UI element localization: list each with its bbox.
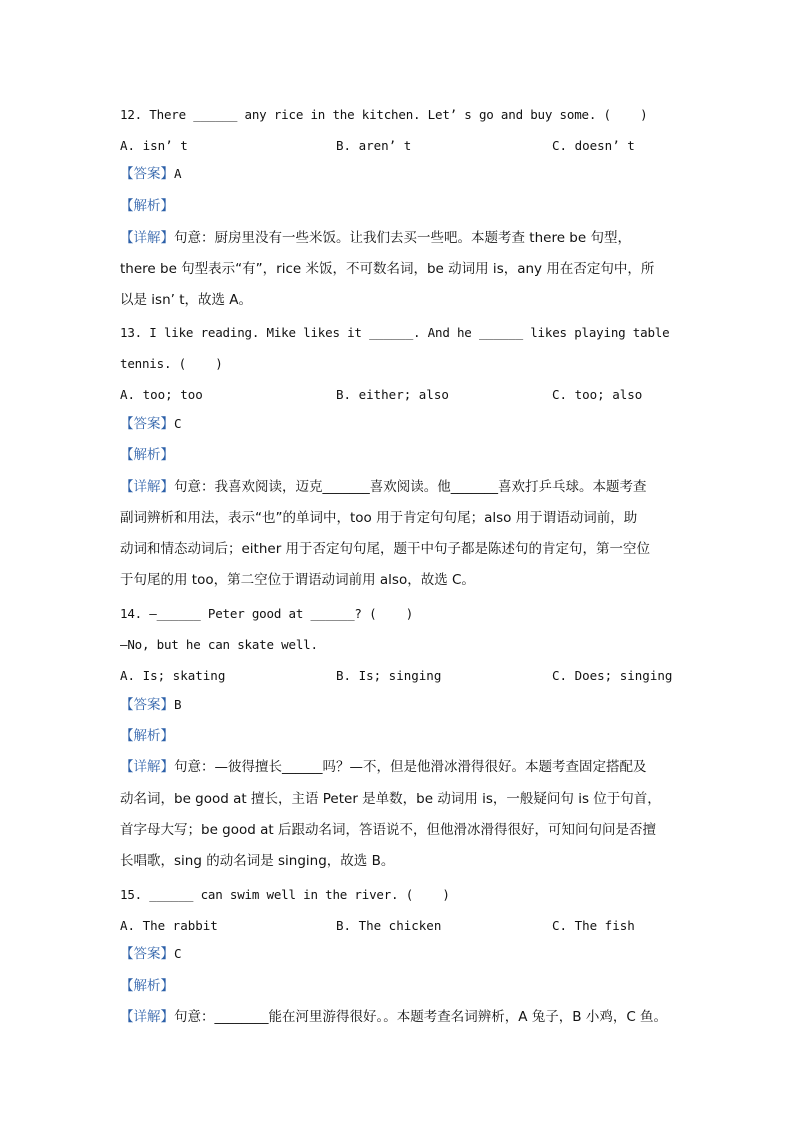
q14-detail-line-3: 首字母大写；be good at 后跟动名词，答语说不，但他滑冰滑得很好，可知问句问是否擅: [120, 822, 656, 838]
q13-analysis-tag: 【解析】: [120, 447, 174, 463]
answer-tag: 【答案】: [120, 166, 174, 182]
detail-tag: 【详解】: [120, 759, 174, 775]
q13-detail-line-1: [120, 478, 647, 496]
answer-value: A: [174, 166, 182, 181]
detail-tag: 【详解】: [120, 1009, 174, 1025]
q15-answer-row: [120, 945, 181, 963]
q12-detail-line-3: 以是 isn’ t，故选 A。: [120, 292, 253, 308]
answer-value: C: [174, 946, 182, 961]
q14-option-b: B. Is; singing: [336, 668, 442, 683]
q15-detail-line-1: [120, 1008, 667, 1026]
detail-text: 句意：________能在河里游得很好。。本题考查名词辨析，A 兔子，B 小鸡，C 鱼。: [174, 1009, 668, 1025]
q14-detail-line-4: 长唱歌，sing 的动名词是 singing，故选 B。: [120, 853, 395, 869]
q13-detail-line-4: 于句尾的用 too，第二空位于谓语动词前用 also，故选 C。: [120, 572, 475, 588]
question-13-stem-line-2: tennis. ( ): [120, 356, 223, 371]
detail-tag: 【详解】: [120, 479, 174, 495]
question-13-stem-line-1: 13. I like reading. Mike likes it ______. And he ______ likes playing table: [120, 325, 670, 340]
q15-analysis-tag: 【解析】: [120, 978, 174, 994]
q15-option-a: A. The rabbit: [120, 918, 218, 933]
q13-answer-row: [120, 415, 181, 433]
q14-detail-line-2: 动名词，be good at 擅长，主语 Peter 是单数，be 动词用 is，一般疑问句 is 位于句首，: [120, 791, 661, 807]
q14-option-a: A. Is; skating: [120, 668, 226, 683]
q14-detail-line-1: [120, 758, 647, 776]
detail-text: 句意：厨房里没有一些米饭。让我们去买一些吧。本题考查 there be 句型，: [174, 230, 631, 246]
q13-option-c: C. too; also: [552, 387, 643, 402]
q12-detail-line-1: [120, 229, 631, 247]
question-12-stem: 12. There ______ any rice in the kitchen. Let’ s go and buy some. ( ): [120, 107, 648, 122]
q12-answer-row: [120, 165, 181, 183]
q14-analysis-tag: 【解析】: [120, 728, 174, 744]
q12-option-c: C. doesn’ t: [552, 138, 635, 153]
q12-detail-line-2: there be 句型表示“有”，rice 米饭，不可数名词，be 动词用 is，any 用在否定句中，所: [120, 261, 655, 277]
q13-option-b: B. either; also: [336, 387, 449, 402]
question-15-stem: 15. ______ can swim well in the river. ( ): [120, 887, 450, 902]
answer-value: B: [174, 697, 182, 712]
answer-tag: 【答案】: [120, 416, 174, 432]
q14-option-c: C. Does; singing: [552, 668, 673, 683]
answer-tag: 【答案】: [120, 697, 174, 713]
answer-value: C: [174, 416, 182, 431]
q15-option-b: B. The chicken: [336, 918, 442, 933]
detail-tag: 【详解】: [120, 230, 174, 246]
q12-analysis-tag: 【解析】: [120, 198, 174, 214]
question-14-stem-line-1: 14. —______ Peter good at ______? ( ): [120, 606, 414, 621]
q12-option-a: A. isn’ t: [120, 138, 188, 153]
q13-option-a: A. too; too: [120, 387, 203, 402]
q12-option-b: B. aren’ t: [336, 138, 412, 153]
detail-text: 句意：我喜欢阅读，迈克_______喜欢阅读。他_______喜欢打乒乓球。本题考查: [174, 479, 647, 495]
answer-tag: 【答案】: [120, 946, 174, 962]
q14-answer-row: [120, 696, 181, 714]
q13-detail-line-3: 动词和情态动词后；either 用于否定句句尾，题干中句子都是陈述句的肯定句，第一空位: [120, 541, 651, 557]
q15-option-c: C. The fish: [552, 918, 635, 933]
question-14-stem-line-2: —No, but he can skate well.: [120, 637, 318, 652]
detail-text: 句意：—彼得擅长______吗？—不，但是他滑冰滑得很好。本题考查固定搭配及: [174, 759, 647, 775]
q13-detail-line-2: 副词辨析和用法，表示“也”的单词中，too 用于肯定句句尾；also 用于谓语动词前，助: [120, 510, 638, 526]
